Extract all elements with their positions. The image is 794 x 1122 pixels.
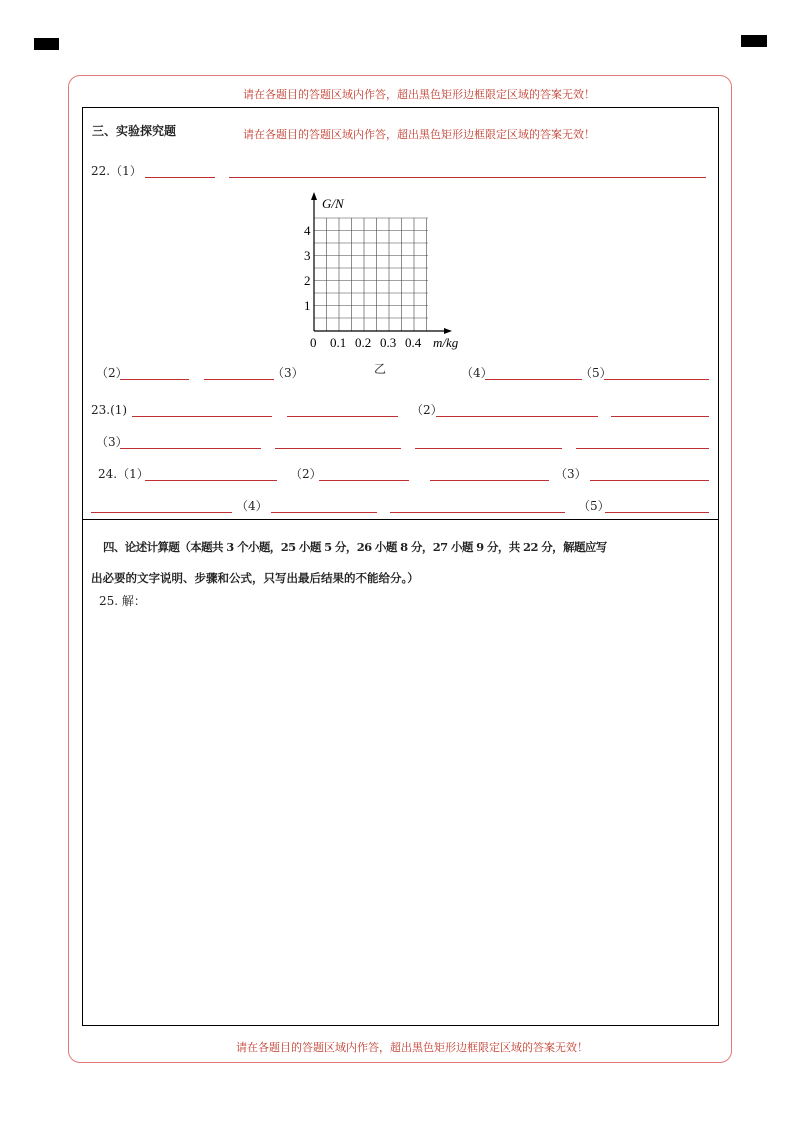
q23-3-blank-c[interactable] [415, 448, 562, 449]
q22-2-blank[interactable] [120, 379, 189, 380]
q23-label: 23.(1) [91, 403, 128, 417]
g-m-graph [292, 190, 472, 355]
q22-5-label: （5） [580, 366, 612, 380]
graph-xlabel: m/kg [433, 335, 459, 350]
q23-2-label: （2） [411, 403, 443, 417]
q23-3-blank-a[interactable] [120, 448, 261, 449]
graph-grid [314, 218, 428, 331]
q25-answer-area[interactable] [84, 612, 716, 1022]
section-4-title-line2: 出必要的文字说明、步骤和公式，只写出最后结果的不能给分。） [91, 571, 419, 585]
q24-label: 24.（1） [98, 467, 149, 481]
q23-1-blank-a[interactable] [132, 416, 272, 417]
graph-caption: 乙 [374, 362, 387, 376]
graph-ytick-4: 4 [304, 223, 311, 238]
graph-ytick-2: 2 [304, 273, 311, 288]
graph-ytick-1: 1 [304, 298, 311, 313]
q23-3-label: （3） [96, 435, 128, 449]
q24-3-blank[interactable] [590, 480, 709, 481]
q22-5-blank[interactable] [604, 379, 709, 380]
q22-2-label: （2） [96, 366, 128, 380]
section-4-title-line1: 四、论述计算题（本题共 3 个小题，25 小题 5 分，26 小题 8 分，27 小题 9 分，共 22 分，解题应写 [103, 540, 607, 554]
q22-label: 22.（1） [91, 164, 142, 178]
q22-1-blank-a[interactable] [145, 177, 215, 178]
q25-label: 25. 解： [99, 594, 146, 608]
graph-xtick-0.1: 0.1 [330, 335, 347, 350]
graph-axes [311, 192, 452, 334]
q22-4-blank[interactable] [485, 379, 582, 380]
q23-2-blank-a[interactable] [436, 416, 598, 417]
q24-2-label: （2） [290, 467, 322, 481]
q24-2-blank-a[interactable] [319, 480, 409, 481]
q24-3-blank-cont[interactable] [91, 512, 232, 513]
section-3-warning: 请在各题目的答题区域内作答，超出黑色矩形边框限定区域的答案无效！ [243, 128, 595, 141]
q24-5-label: （5） [578, 499, 610, 513]
q24-2-blank-b[interactable] [430, 480, 549, 481]
graph-xtick-0: 0 [310, 335, 317, 350]
q24-3-label: （3） [555, 467, 587, 481]
graph-xtick-0.4: 0.4 [405, 335, 422, 350]
graph-xtick-0.2: 0.2 [355, 335, 372, 350]
top-warning: 请在各题目的答题区域内作答，超出黑色矩形边框限定区域的答案无效！ [243, 88, 595, 101]
q23-3-blank-d[interactable] [576, 448, 709, 449]
bottom-warning: 请在各题目的答题区域内作答，超出黑色矩形边框限定区域的答案无效！ [236, 1041, 588, 1054]
q24-4-label: （4） [236, 499, 268, 513]
q24-4-blank-b[interactable] [390, 512, 565, 513]
q24-4-blank-a[interactable] [271, 512, 377, 513]
q23-3-blank-b[interactable] [275, 448, 401, 449]
q22-3-label: （3） [272, 366, 304, 380]
graph-ytick-3: 3 [304, 248, 311, 263]
q24-1-blank[interactable] [145, 480, 277, 481]
alignment-mark-right [741, 35, 767, 47]
q22-4-label: （4） [461, 366, 493, 380]
q23-1-blank-b[interactable] [287, 416, 398, 417]
section-3-title: 三、实验探究题 [92, 124, 177, 138]
q22-3-blank[interactable] [204, 379, 274, 380]
graph-xtick-0.3: 0.3 [380, 335, 397, 350]
q22-1-blank-b[interactable] [229, 177, 706, 178]
q23-2-blank-b[interactable] [611, 416, 709, 417]
alignment-mark-left [34, 38, 59, 50]
q24-5-blank[interactable] [605, 512, 709, 513]
graph-ylabel: G/N [322, 196, 344, 211]
